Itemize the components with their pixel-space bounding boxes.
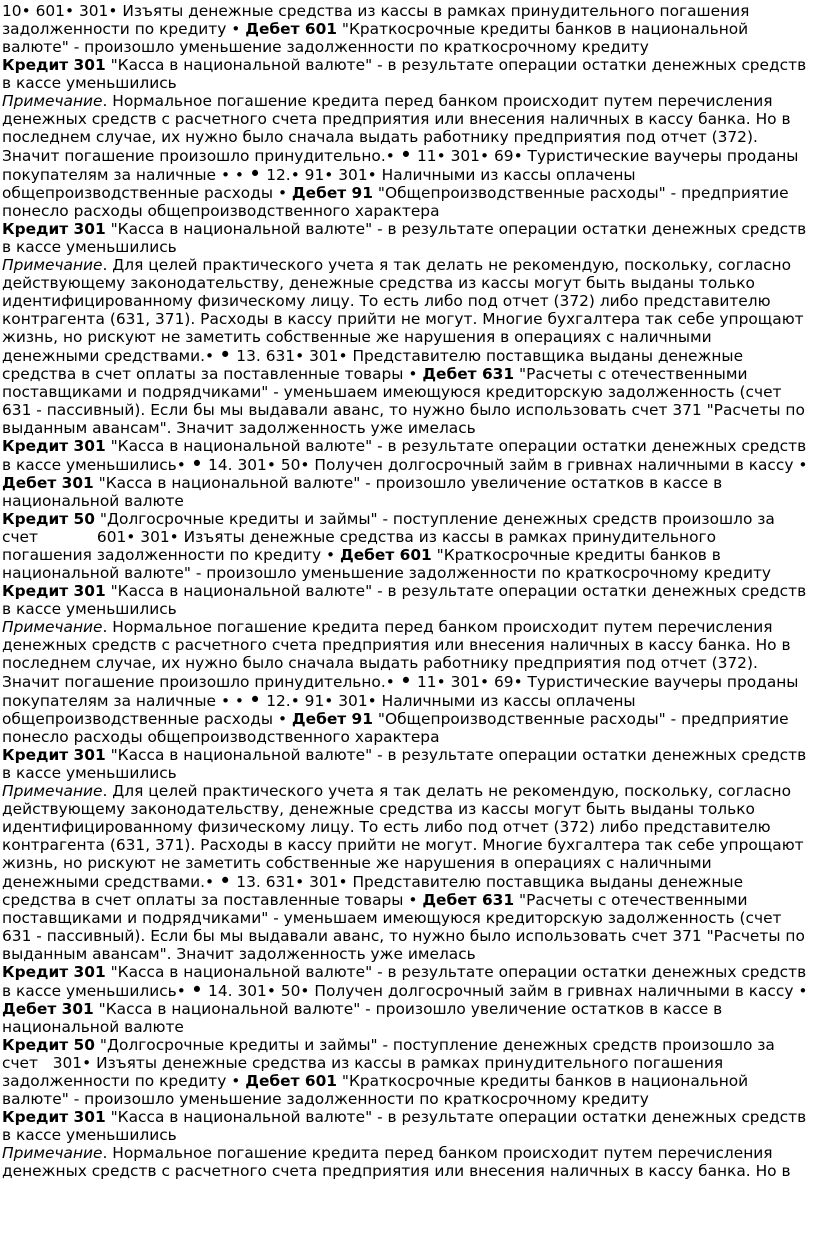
- credit-description: "Касса в национальной валюте" - в результате операции остатки денежных средств в кассе уменьшились: [2, 582, 807, 618]
- credit-account: 301: [309, 347, 339, 365]
- bullet: •: [234, 166, 244, 184]
- operation-10: [2, 2, 808, 56]
- op-number: 14.: [208, 456, 233, 474]
- note-text: . Для целей практического учета я так делать не рекомендую, поскольку, согласно действующему законодательству, денежные средства из кассы могут быть выданы только идентифицированному физическому лицу. То есть либо под отчет (372) либо представителю контрагента (631, 371). Расходы в кассу прийти не могут. Многие бухгалтера так себе упрощают жизнь, но рискуют не заметить собственные же нарушения в операциях с наличными денежными средствами.: [2, 256, 804, 365]
- credit-account: 301: [309, 873, 339, 891]
- credit-line: [2, 56, 808, 92]
- credit-account: 301: [338, 692, 368, 710]
- credit-account: 301: [140, 528, 170, 546]
- credit-label: Кредит 301: [2, 582, 106, 600]
- bullet: •: [513, 673, 523, 691]
- debit-label: Дебет 601: [245, 20, 337, 38]
- bullet: •: [290, 692, 300, 710]
- bullet: •: [295, 347, 305, 365]
- credit-label: Кредит 301: [2, 437, 106, 455]
- bullet: •: [513, 147, 523, 165]
- bullet: •: [300, 982, 310, 1000]
- bullet: •: [220, 692, 231, 710]
- op-description: Изъяты денежные средства из кассы в рамках принудительного погашения задолженности по кредиту: [2, 2, 750, 38]
- credit-description: "Касса в национальной валюте" - в результате операции остатки денежных средств в кассе уменьшились: [2, 963, 807, 1000]
- debit-account: 301: [450, 673, 480, 691]
- debit-label: Дебет 601: [339, 546, 432, 564]
- debit-label: Дебет 91: [291, 710, 373, 728]
- debit-description: "Краткосрочные кредиты банков в национальной валюте" - произошло уменьшение задолженности по краткосрочному кредиту: [2, 546, 772, 582]
- bullet: •: [324, 166, 334, 184]
- bullet: •: [300, 456, 310, 474]
- bullet: •: [277, 710, 288, 728]
- bullet: •: [399, 143, 413, 167]
- debit-account: 91: [304, 692, 325, 710]
- note-text: . Нормальное погашение кредита перед банком происходит путем перечисления денежных средств с расчетного счета предприятия или внесения наличных в кассу банка. Но в последнем случае, их нужно было сначала выдать работнику предприятия под отчет (372). Значит погашение произошло принудительно.: [2, 618, 791, 691]
- bullet: •: [798, 456, 808, 474]
- op-number: 11: [417, 147, 437, 165]
- credit-label: Кредит 301: [2, 746, 106, 764]
- bullet: •: [324, 692, 334, 710]
- debit-account: 601: [35, 2, 65, 20]
- debit-description: "Общепроизводственные расходы" - предприятие понесло расходы общепроизводственного характера: [2, 184, 789, 220]
- bullet: •: [436, 147, 446, 165]
- debit-label: Дебет 301: [2, 474, 94, 492]
- bullet: •: [219, 343, 232, 367]
- op-number: 12.: [266, 166, 291, 184]
- bullet: •: [436, 673, 446, 691]
- op-description: Представителю поставщика выданы денежные средства в счет оплаты за поставленные товары: [2, 873, 744, 909]
- debit-label: Дебет 631: [422, 365, 515, 383]
- note-label: Примечание: [2, 92, 103, 110]
- bullet: •: [385, 147, 395, 165]
- credit-description: "Касса в национальной валюте" - в результате операции остатки денежных средств в кассе уменьшились: [2, 746, 807, 782]
- bullet: •: [169, 528, 179, 546]
- debit-label: Дебет 301: [2, 1000, 94, 1018]
- credit-account: 69: [493, 673, 514, 691]
- credit-description: "Касса в национальной валюте" - в результате операции остатки денежных средств в кассе уменьшились: [2, 220, 807, 256]
- note-label: Примечание: [2, 782, 103, 800]
- bullet: •: [326, 546, 336, 564]
- credit-description: "Касса в национальной валюте" - в результате операции остатки денежных средств в кассе уменьшились: [2, 437, 807, 474]
- note-label: Примечание: [2, 618, 103, 636]
- bullet: •: [21, 2, 31, 20]
- credit-account: 50: [280, 982, 301, 1000]
- debit-label: Дебет 601: [245, 1072, 337, 1090]
- note-paragraph: [2, 1144, 808, 1180]
- bullet: •: [205, 873, 215, 891]
- bullet: •: [219, 869, 232, 893]
- credit-label: Кредит 301: [2, 56, 106, 74]
- credit-account: 50: [280, 456, 301, 474]
- debit-description: "Общепроизводственные расходы" - предприятие понесло расходы общепроизводственного характера: [2, 710, 789, 746]
- debit-account: 91: [304, 166, 325, 184]
- op-description: Туристические ваучеры проданы покупателям за наличные: [2, 147, 799, 184]
- credit-account: 69: [493, 147, 514, 165]
- bullet: •: [190, 978, 204, 1002]
- credit-description: "Касса в национальной валюте" - в результате операции остатки денежных средств в кассе уменьшились: [2, 1108, 807, 1144]
- bullet: •: [231, 1072, 241, 1090]
- bullet: •: [266, 982, 276, 1000]
- op-description: Получен долгосрочный займ в гривнах наличными в кассу: [314, 456, 794, 474]
- bullet: •: [231, 20, 241, 38]
- debit-account: 301: [237, 456, 267, 474]
- op-description: Изъяты денежные средства из кассы в рамках принудительного погашения задолженности по кредиту: [2, 1054, 724, 1090]
- bullet: •: [108, 2, 118, 20]
- bullet: •: [338, 873, 348, 891]
- note-label: Примечание: [2, 256, 103, 274]
- credit-line: [2, 746, 808, 782]
- bullet: •: [205, 347, 215, 365]
- bullet: •: [82, 1054, 92, 1072]
- op-description: Получен долгосрочный займ в гривнах наличными в кассу: [314, 982, 794, 1000]
- credit-label: Кредит 301: [2, 1108, 106, 1126]
- bullet: •: [798, 982, 808, 1000]
- credit-line: [2, 963, 808, 1036]
- debit-account: 301: [450, 147, 480, 165]
- credit-account: 301: [78, 2, 109, 20]
- credit-line: [2, 510, 808, 582]
- note-text: . Нормальное погашение кредита перед банком происходит путем перечисления денежных средств с расчетного счета предприятия или внесения наличных в кассу банка. Но в последнем случае, их нужно было сначала выдать работнику предприятия под отчет (372). Значит погашение произошло принудительно.: [2, 92, 791, 165]
- debit-description: "Касса в национальной валюте" - произошло увеличение остатков в кассе в национальной валюте: [2, 474, 723, 510]
- credit-label: Кредит 50: [2, 510, 95, 528]
- credit-account: 301: [52, 1054, 83, 1072]
- credit-description: "Касса в национальной валюте" - в результате операции остатки денежных средств в кассе уменьшились: [2, 56, 807, 92]
- bullet: •: [234, 692, 244, 710]
- bullet: •: [266, 456, 276, 474]
- bullet: •: [126, 528, 136, 546]
- credit-line: [2, 437, 808, 510]
- bullet: •: [408, 891, 418, 909]
- bullet: •: [277, 184, 288, 202]
- bullet: •: [290, 166, 300, 184]
- note-text: . Для целей практического учета я так делать не рекомендую, поскольку, согласно действующему законодательству, денежные средства из кассы могут быть выданы только идентифицированному физическому лицу. То есть либо под отчет (372) либо представителю контрагента (631, 371). Расходы в кассу прийти не могут. Многие бухгалтера так себе упрощают жизнь, но рискуют не заметить собственные же нарушения в операциях с наличными денежными средствами.: [2, 782, 804, 891]
- note-text: . Нормальное погашение кредита перед банком происходит путем перечисления денежных средств с расчетного счета предприятия или внесения наличных в кассу банка. Но в: [2, 1144, 791, 1180]
- bullet: •: [367, 692, 377, 710]
- credit-account: 301: [338, 166, 368, 184]
- bullet: •: [64, 2, 75, 20]
- debit-description: "Краткосрочные кредиты банков в национальной валюте" - произошло уменьшение задолженности по краткосрочному кредиту: [2, 20, 749, 56]
- bullet: •: [176, 456, 186, 474]
- bullet: •: [399, 669, 413, 693]
- bullet: •: [220, 166, 231, 184]
- bullet: •: [248, 688, 262, 712]
- credit-description: "Долгосрочные кредиты и займы" - поступление денежных средств произошло за счет: [2, 510, 775, 546]
- debit-description: "Расчеты с отечественными поставщиками и подрядчиками" - уменьшаем имеющуюся кредиторскую задолженность (счет 631 - пассивный). Если бы мы выдавали аванс, то нужно было использовать счет 371 "Расчеты по выданным авансам". Значит задолженность уже имелась: [2, 365, 805, 437]
- debit-account: 301: [237, 982, 267, 1000]
- bullet: •: [248, 162, 262, 186]
- credit-label: Кредит 301: [2, 220, 106, 238]
- op-description: Туристические ваучеры проданы покупателям за наличные: [2, 673, 799, 710]
- note-paragraph: [2, 618, 808, 746]
- bullet: •: [190, 452, 204, 476]
- credit-line: [2, 1108, 808, 1144]
- bullet: •: [338, 347, 348, 365]
- op-number: 13.: [236, 873, 261, 891]
- bullet: •: [176, 982, 186, 1000]
- credit-line: [2, 1036, 808, 1108]
- bullet: •: [295, 873, 305, 891]
- debit-label: Дебет 631: [422, 891, 515, 909]
- credit-label: Кредит 301: [2, 963, 106, 981]
- credit-line: [2, 582, 808, 618]
- debit-description: "Расчеты с отечественными поставщиками и подрядчиками" - уменьшаем имеющуюся кредиторскую задолженность (счет 631 - пассивный). Если бы мы выдавали аванс, то нужно было использовать счет 371 "Расчеты по выданным авансам". Значит задолженность уже имелась: [2, 891, 805, 963]
- debit-description: "Краткосрочные кредиты банков в национальной валюте" - произошло уменьшение задолженности по краткосрочному кредиту: [2, 1072, 749, 1108]
- debit-account: 631: [265, 347, 296, 365]
- op-description: Представителю поставщика выданы денежные средства в счет оплаты за поставленные товары: [2, 347, 744, 383]
- credit-label: Кредит 50: [2, 1036, 95, 1054]
- op-description: Изъяты денежные средства из кассы в рамках принудительного погашения задолженности по кредиту: [2, 528, 716, 564]
- op-number: 13.: [236, 347, 261, 365]
- bullet: •: [479, 673, 490, 691]
- op-number: 11: [417, 673, 437, 691]
- note-paragraph: [2, 256, 808, 437]
- note-label: Примечание: [2, 1144, 103, 1162]
- op-number: 12.: [266, 692, 291, 710]
- debit-label: Дебет 91: [291, 184, 373, 202]
- debit-account: 601: [96, 528, 127, 546]
- op-number: 14.: [208, 982, 233, 1000]
- bullet: •: [408, 365, 418, 383]
- note-paragraph: [2, 782, 808, 963]
- op-number: 10: [2, 2, 22, 20]
- bullet: •: [385, 673, 395, 691]
- bullet: •: [367, 166, 377, 184]
- credit-line: [2, 220, 808, 256]
- op-description: Наличными из кассы оплачены общепроизводственные расходы: [2, 692, 636, 728]
- debit-description: "Касса в национальной валюте" - произошло увеличение остатков в кассе в национальной валюте: [2, 1000, 723, 1036]
- credit-description: "Долгосрочные кредиты и займы" - поступление денежных средств произошло за счет: [2, 1036, 775, 1072]
- op-description: Наличными из кассы оплачены общепроизводственные расходы: [2, 166, 636, 202]
- note-paragraph: [2, 92, 808, 220]
- bullet: •: [479, 147, 490, 165]
- debit-account: 631: [265, 873, 296, 891]
